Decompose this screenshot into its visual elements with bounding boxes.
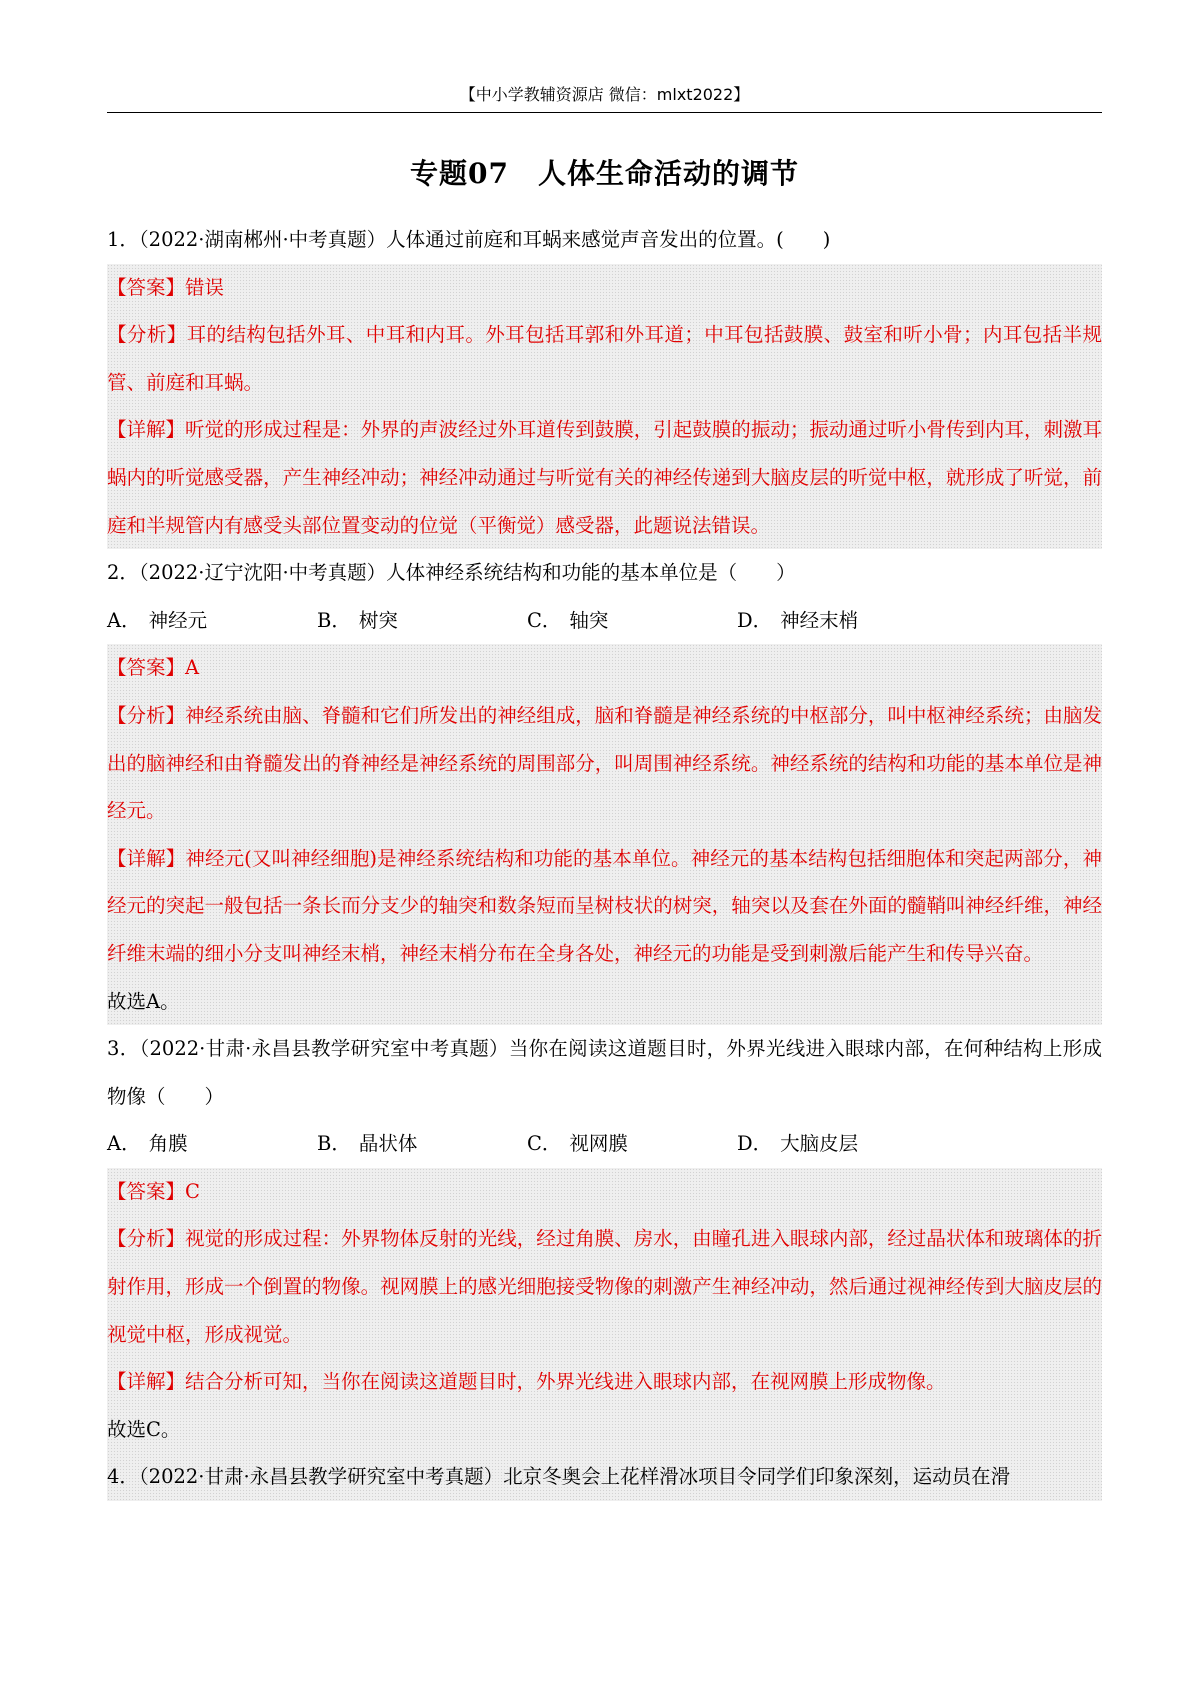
answer-text: 错误 <box>185 275 225 299</box>
solution-block <box>107 264 1102 550</box>
option-b <box>317 597 527 645</box>
analysis-text: 视觉的形成过程：外界物体反射的光线，经过角膜、房水，由瞳孔进入眼球内部，经过晶状体和玻璃体的折射作用，形成一个倒置的物像。视网膜上的感光细胞接受物像的刺激产生神经冲动，然后通过视神经传到大脑皮层的视觉中枢，形成视觉。 <box>107 1227 1102 1346</box>
option-text: 树突 <box>358 608 398 632</box>
option-text: 晶状体 <box>358 1132 418 1156</box>
answer-line <box>107 644 1102 692</box>
answer-tag: 【答案】 <box>107 275 186 299</box>
option-d <box>737 1120 947 1168</box>
option-text: 视网膜 <box>569 1132 628 1156</box>
answer-text: C <box>185 1179 200 1203</box>
option-key: D． <box>737 608 773 632</box>
analysis-paragraph <box>107 311 1102 406</box>
option-key: D． <box>737 1132 773 1156</box>
option-a <box>107 1120 317 1168</box>
answer-line <box>107 1168 1102 1216</box>
option-text: 神经末梢 <box>780 608 859 632</box>
question-4 <box>107 1453 1102 1501</box>
question-stem: 1．（2022·湖南郴州·中考真题）人体通过前庭和耳蜗来感觉声音发出的位置。( ) <box>107 228 831 251</box>
page-title: 专题07 人体生命活动的调节 <box>410 157 799 190</box>
analysis-text: 耳的结构包括外耳、中耳和内耳。外耳包括耳郭和外耳道；中耳包括鼓膜、鼓室和听小骨；内耳包括半规管、前庭和耳蜗。 <box>107 323 1102 394</box>
question-3 <box>107 1025 1102 1453</box>
detail-tag: 【详解】 <box>107 846 186 870</box>
option-key: C． <box>527 1132 562 1156</box>
header-divider <box>107 112 1102 113</box>
detail-tag: 【详解】 <box>107 418 186 442</box>
analysis-text: 神经系统由脑、脊髓和它们所发出的神经组成，脑和脊髓是神经系统的中枢部分，叫中枢神经系统；由脑发出的脑神经和由脊髓发出的脊神经是神经系统的周围部分，叫周围神经系统。神经系统的结构和功能的基本单位是神经元。 <box>107 703 1102 823</box>
question-2 <box>107 549 1102 1025</box>
options-row <box>107 597 1102 645</box>
conclusion-line: 故选C。 <box>107 1417 181 1441</box>
option-key: A． <box>107 1132 141 1156</box>
detail-paragraph <box>107 406 1102 549</box>
option-c <box>527 597 737 645</box>
question-list <box>107 216 1102 1501</box>
option-d <box>737 597 947 645</box>
option-text: 角膜 <box>148 1132 188 1156</box>
option-text: 神经元 <box>148 608 208 632</box>
option-text: 大脑皮层 <box>780 1132 859 1156</box>
analysis-tag: 【分析】 <box>107 1227 186 1251</box>
page-header: 【中小学教辅资源店 微信：mlxt2022】 <box>459 85 750 104</box>
option-a <box>107 597 317 645</box>
detail-text: 结合分析可知，当你在阅读这道题目时，外界光线进入眼球内部，在视网膜上形成物像。 <box>185 1370 946 1394</box>
answer-line <box>107 264 1102 312</box>
option-key: C． <box>527 608 562 632</box>
analysis-tag: 【分析】 <box>107 323 187 347</box>
detail-text: 听觉的形成过程是：外界的声波经过外耳道传到鼓膜，引起鼓膜的振动；振动通过听小骨传到内耳，刺激耳蜗内的听觉感受器，产生神经冲动；神经冲动通过与听觉有关的神经传递到大脑皮层的听觉中枢，就形成了听觉，前庭和半规管内有感受头部位置变动的位觉（平衡觉）感受器，此题说法错误。 <box>107 418 1102 537</box>
question-stem: 2．（2022·辽宁沈阳·中考真题）人体神经系统结构和功能的基本单位是（ ） <box>107 561 796 585</box>
analysis-paragraph <box>107 1215 1102 1358</box>
option-key: B． <box>317 608 351 632</box>
solution-block <box>107 1168 1102 1454</box>
analysis-paragraph <box>107 692 1102 835</box>
detail-text: 神经元(又叫神经细胞)是神经系统结构和功能的基本单位。神经元的基本结构包括细胞体和突起两部分，神经元的突起一般包括一条长而分支少的轴突和数条短而呈树枝状的树突，轴突以及套在外面的髓鞘叫神经纤维，神经纤维末端的细小分支叫神经末梢，神经末梢分布在全身各处，神经元的功能是受到刺激后能产生和传导兴奋。 <box>107 846 1102 965</box>
option-key: A． <box>107 608 141 632</box>
answer-text: A <box>185 656 200 680</box>
option-key: B． <box>317 1132 351 1156</box>
solution-block <box>107 644 1102 1025</box>
conclusion-line: 故选A。 <box>107 989 180 1013</box>
analysis-tag: 【分析】 <box>107 703 186 727</box>
question-1 <box>107 216 1102 549</box>
detail-paragraph <box>107 835 1102 978</box>
detail-paragraph <box>107 1358 1102 1406</box>
answer-tag: 【答案】 <box>107 656 186 680</box>
detail-tag: 【详解】 <box>107 1370 186 1394</box>
options-row <box>107 1120 1102 1168</box>
question-stem: 3．（2022·甘肃·永昌县教学研究室中考真题）当你在阅读这道题目时，外界光线进入眼球内部，在何种结构上形成物像（ ） <box>107 1037 1102 1108</box>
answer-tag: 【答案】 <box>107 1179 186 1203</box>
option-b <box>317 1120 527 1168</box>
option-text: 轴突 <box>569 608 609 632</box>
question-stem: 4．（2022·甘肃·永昌县教学研究室中考真题）北京冬奥会上花样滑冰项目令同学们印象深刻，运动员在滑 <box>107 1453 1102 1501</box>
option-c <box>527 1120 737 1168</box>
